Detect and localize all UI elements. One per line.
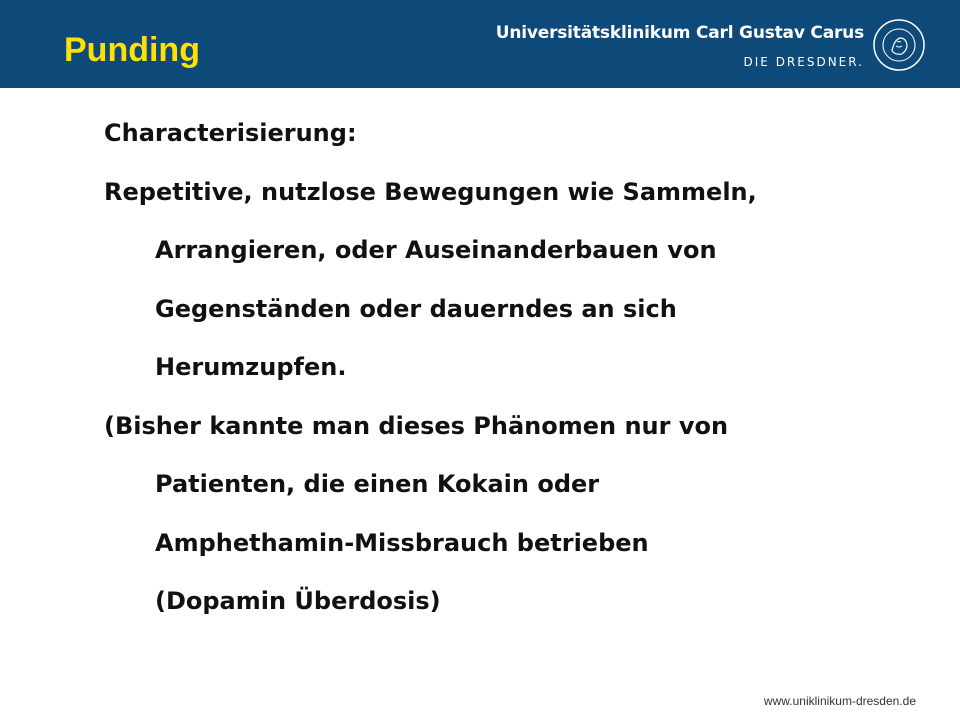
body-line: (Bisher kannte man dieses Phänomen nur von xyxy=(104,411,729,440)
header-bar xyxy=(0,0,960,88)
footer-url: www.uniklinikum-dresden.de xyxy=(763,694,916,708)
body-heading: Characterisierung: xyxy=(104,119,357,147)
brand-name: Universitätsklinikum Carl Gustav Carus xyxy=(495,23,864,43)
body-line: Amphethamin-Missbrauch betrieben xyxy=(155,528,649,557)
body-line: (Dopamin Überdosis) xyxy=(155,587,441,615)
body-line: Gegenständen oder dauerndes an sich xyxy=(155,294,677,323)
body-line: Herumzupfen. xyxy=(155,353,347,381)
slide-body xyxy=(104,104,924,631)
brand-subtitle: DIE DRESDNER. xyxy=(743,55,864,69)
slide-title: Punding xyxy=(64,31,200,69)
university-seal-icon xyxy=(872,18,926,72)
brand-block xyxy=(496,22,864,72)
body-line: Patienten, die einen Kokain oder xyxy=(155,470,600,498)
body-line: Arrangieren, oder Auseinanderbauen von xyxy=(155,236,717,264)
body-line: Repetitive, nutzlose Bewegungen wie Sammeln, xyxy=(104,177,757,206)
